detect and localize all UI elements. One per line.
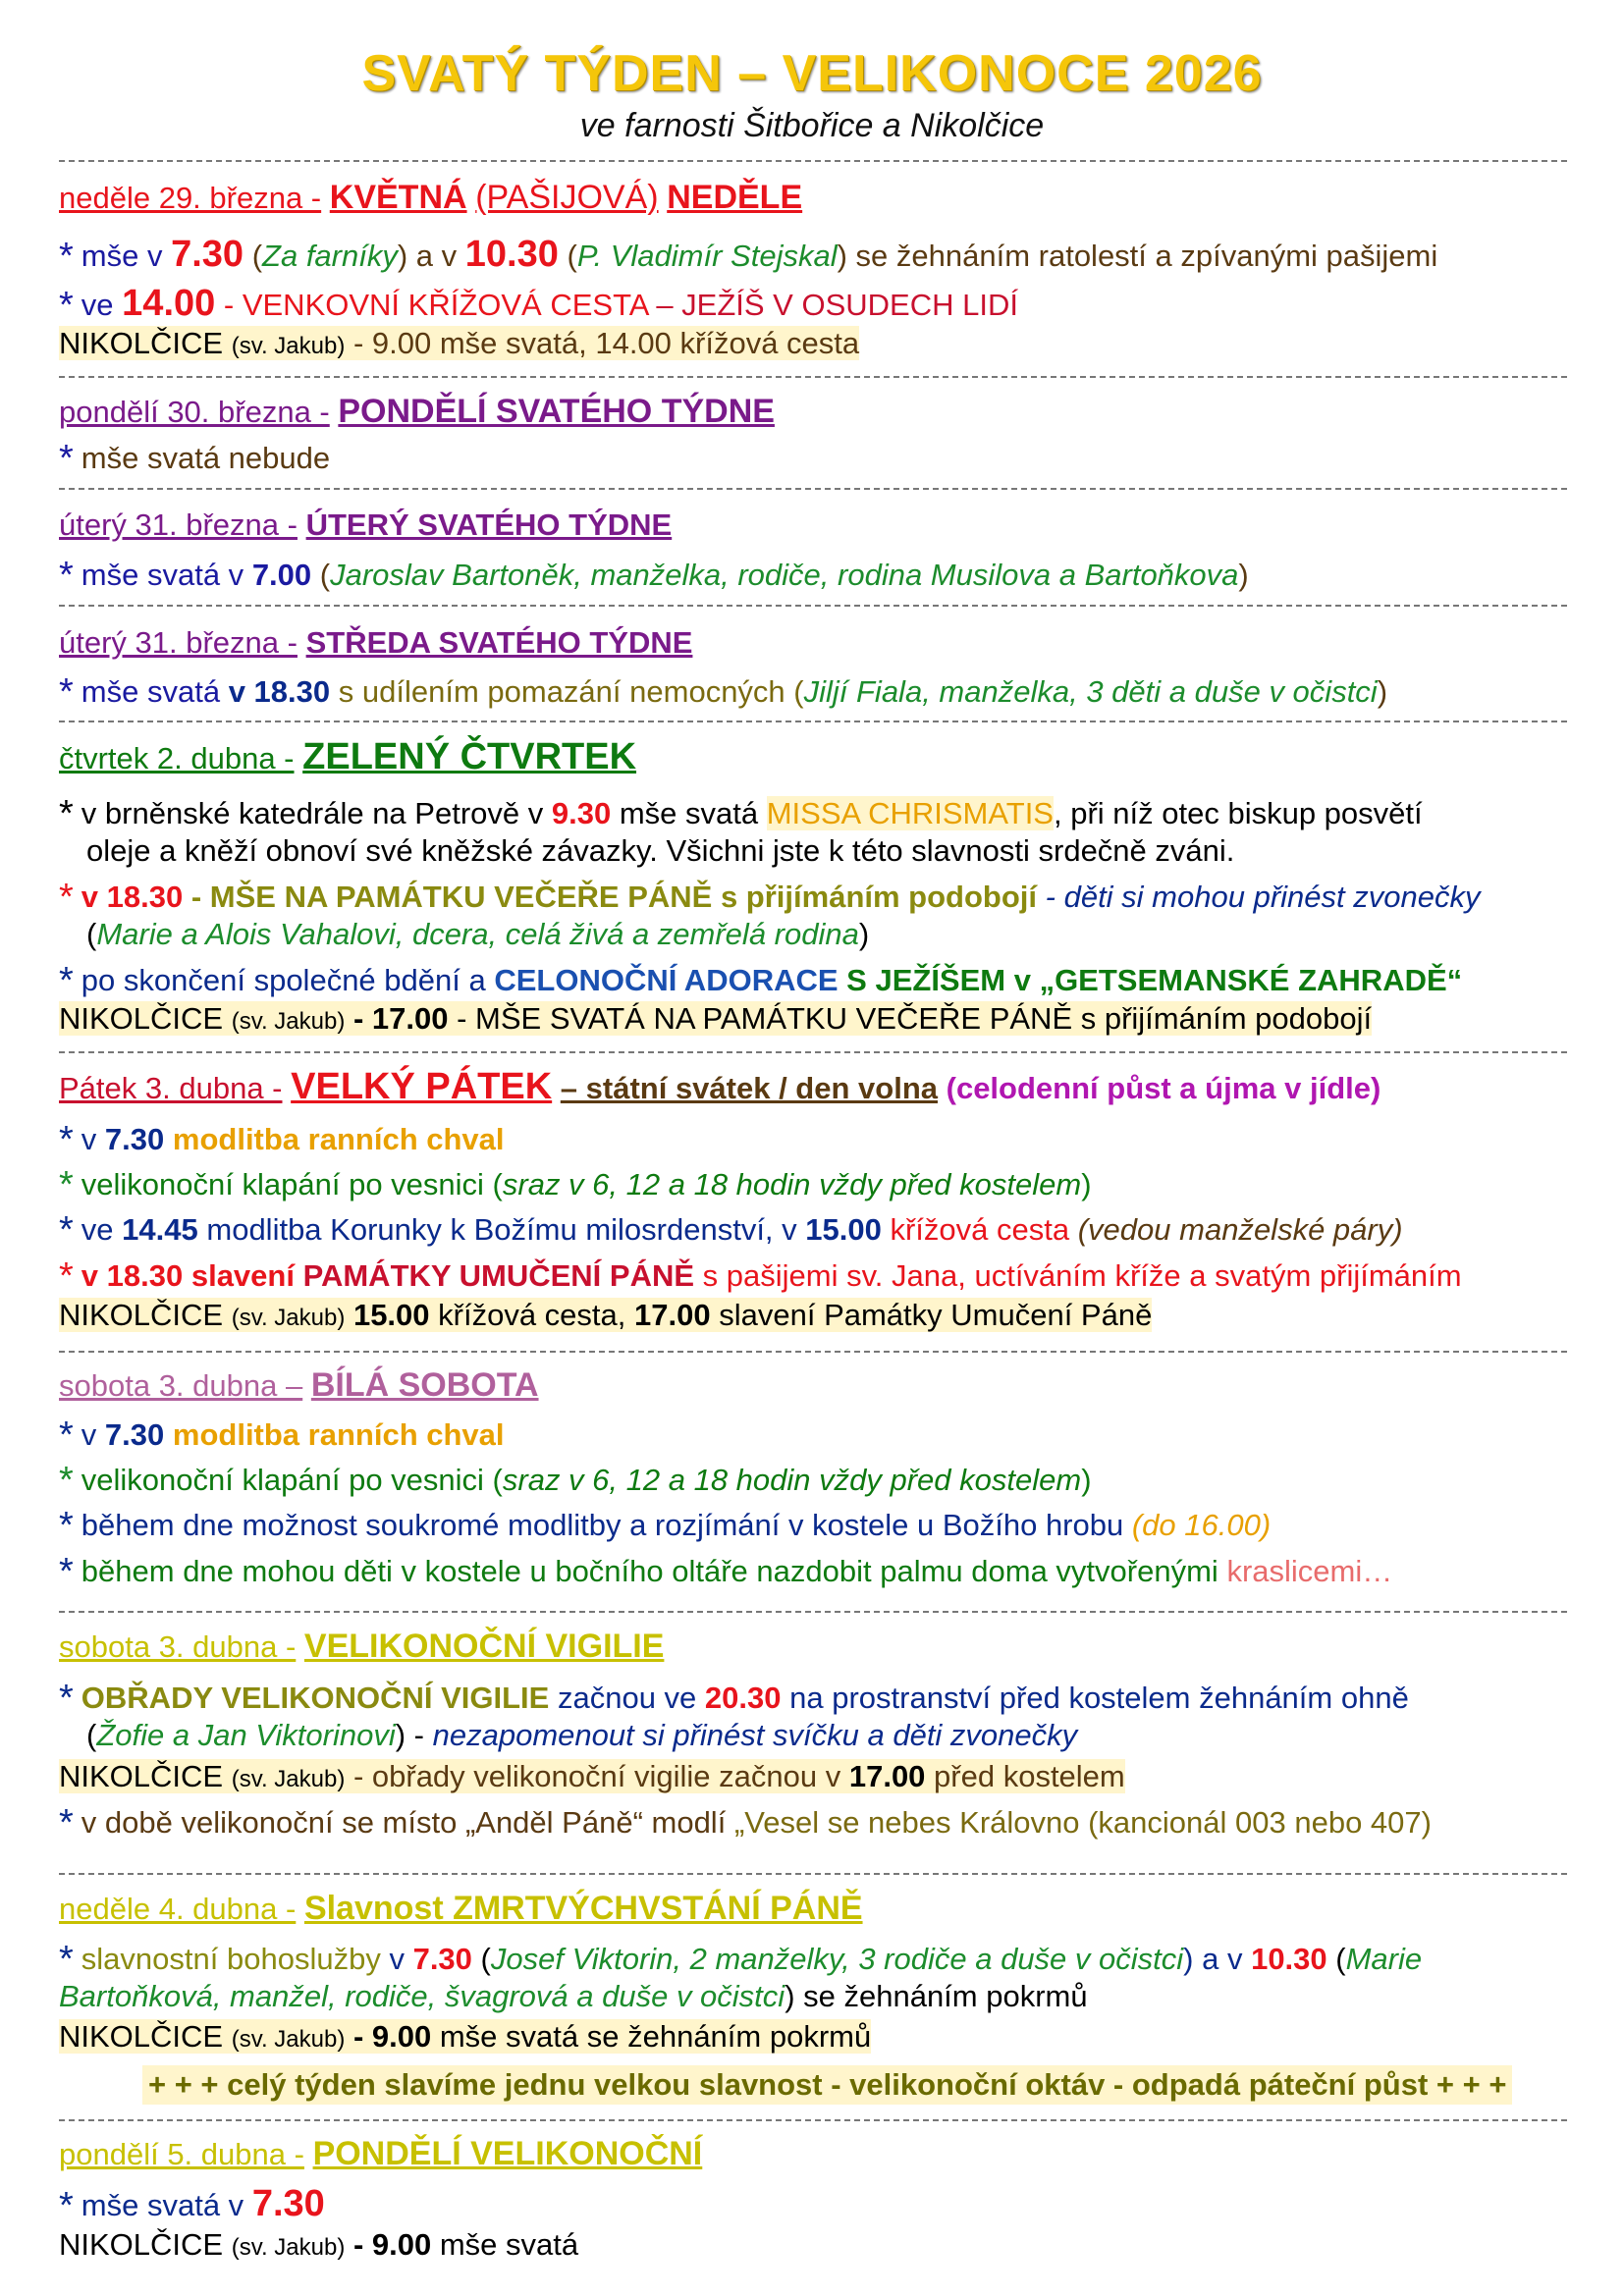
list-item: * po skončení společné bdění a CELONOČNÍ ADORACE S JEŽÍŠEM v „GETSEMANSKÉ ZAHRADĚ“	[59, 960, 1463, 1001]
asterisk-icon: *	[59, 1939, 74, 1980]
list-item: * mše svatá v 7.30	[59, 2183, 325, 2226]
divider	[59, 1611, 1567, 1613]
list-item: * velikonoční klapání po vesnici (sraz v 6, 12 a 18 hodin vždy před kostelem)	[59, 1164, 1092, 1205]
page-subtitle: ve farnosti Šitbořice a Nikolčice	[579, 107, 1045, 144]
asterisk-icon: *	[59, 236, 74, 277]
asterisk-icon: *	[59, 671, 74, 713]
list-item: * v 7.30 modlitba ranních chval	[59, 1415, 505, 1456]
divider	[59, 1873, 1567, 1875]
list-item-continuation: oleje a kněží obnoví své kněžské závazky. Všichni jste k této slavnosti srdečně zváni.	[86, 833, 1235, 868]
asterisk-icon: *	[59, 1678, 74, 1719]
section-heading-utery: úterý 31. března - ÚTERÝ SVATÉHO TÝDNE	[59, 507, 673, 542]
asterisk-icon: *	[59, 877, 74, 918]
list-item: * v 18.30 slavení PAMÁTKY UMUČENÍ PÁNĚ s pašijemi sv. Jana, uctíváním kříže a svatým přijímáním	[59, 1255, 1462, 1297]
list-item: * během dne mohou děti v kostele u bočního oltáře nazdobit palmu doma vytvořenými kraslicemi…	[59, 1551, 1393, 1592]
list-item: * v 18.30 - MŠE NA PAMÁTKU VEČEŘE PÁNĚ s přijímáním podobojí - děti si mohou přinést zvonečky	[59, 877, 1481, 918]
divider	[59, 376, 1567, 378]
asterisk-icon: *	[59, 438, 74, 479]
nikolcice-row: NIKOLČICE (sv. Jakub) - 9.00 mše svatá, 14.00 křížová cesta	[59, 326, 860, 360]
divider	[59, 488, 1567, 490]
asterisk-icon: *	[59, 555, 74, 596]
list-item: * v 7.30 modlitba ranních chval	[59, 1119, 505, 1160]
list-item: * mše v 7.30 (Za farníky) a v 10.30 (P. Vladimír Stejskal) se žehnáním ratolestí a zpívanými pašijemi	[59, 234, 1438, 277]
divider	[59, 1051, 1567, 1053]
asterisk-icon: *	[59, 1415, 74, 1456]
nikolcice-row: NIKOLČICE (sv. Jakub) - 17.00 - MŠE SVATÁ NA PAMÁTKU VEČEŘE PÁNĚ s přijímáním podobojí	[59, 1001, 1373, 1036]
list-item-continuation: (Marie a Alois Vahalovi, dcera, celá živá a zemřelá rodina)	[86, 917, 870, 951]
section-name-part: NEDĚLE	[667, 179, 803, 216]
list-item: * během dne možnost soukromé modlitby a rozjímání v kostele u Božího hrobu (do 16.00)	[59, 1505, 1272, 1546]
section-name: KVĚTNÁ	[329, 179, 467, 216]
section-heading-pondeli: pondělí 30. března - PONDĚLÍ SVATÉHO TÝDNE	[59, 393, 775, 430]
list-item: * mše svatá v 18.30 s udílením pomazání nemocných (Jiljí Fiala, manželka, 3 děti a duše v očistci)	[59, 671, 1388, 713]
divider	[59, 1351, 1567, 1353]
asterisk-icon: *	[59, 285, 74, 326]
list-item: * v době velikonoční se místo „Anděl Páně“ modlí „Vesel se nebes Královno (kancionál 003 nebo 407)	[59, 1802, 1432, 1843]
asterisk-icon: *	[59, 1802, 74, 1843]
asterisk-icon: *	[59, 1209, 74, 1251]
list-item: * OBŘADY VELIKONOČNÍ VIGILIE začnou ve 20.30 na prostranství před kostelem žehnáním ohně	[59, 1678, 1409, 1719]
section-heading-ctvrtek: čtvrtek 2. dubna - ZELENÝ ČTVRTEK	[59, 736, 637, 777]
nikolcice-row: NIKOLČICE (sv. Jakub) - 9.00 mše svatá	[59, 2227, 579, 2262]
divider	[59, 605, 1567, 607]
section-heading-sobota: sobota 3. dubna – BÍLÁ SOBOTA	[59, 1366, 539, 1404]
list-item: * slavnostní bohoslužby v 7.30 (Josef Viktorin, 2 manželky, 3 rodiče a duše v očistci) a v 10.30 (Marie	[59, 1939, 1423, 1980]
section-heading-kvetna	[59, 179, 802, 217]
section-heading-patek: Pátek 3. dubna - VELKÝ PÁTEK – státní svátek / den volna (celodenní půst a újma v jídle)	[59, 1066, 1381, 1107]
asterisk-icon: *	[59, 1255, 74, 1297]
asterisk-icon: *	[59, 1460, 74, 1501]
section-name-part: (PAŠIJOVÁ)	[475, 179, 659, 216]
nikolcice-row: NIKOLČICE (sv. Jakub) - obřady velikonoční vigilie začnou v 17.00 před kostelem	[59, 1759, 1125, 1793]
asterisk-icon: *	[59, 1551, 74, 1592]
list-item: * mše svatá v 7.00 (Jaroslav Bartoněk, manželka, rodiče, rodina Musilova a Bartoňkova)	[59, 555, 1249, 596]
asterisk-icon: *	[59, 1164, 74, 1205]
nikolcice-row: NIKOLČICE (sv. Jakub) - 9.00 mše svatá se žehnáním pokrmů	[59, 2019, 872, 2054]
page-title: SVATÝ TÝDEN – VELIKONOCE 2026	[361, 45, 1263, 102]
section-heading-vigilie: sobota 3. dubna - VELIKONOČNÍ VIGILIE	[59, 1628, 665, 1665]
divider	[59, 160, 1567, 162]
divider	[59, 721, 1567, 722]
section-date: neděle 29. března -	[59, 181, 322, 215]
list-item: * mše svatá nebude	[59, 438, 331, 479]
asterisk-icon: *	[59, 960, 74, 1001]
asterisk-icon: *	[59, 1119, 74, 1160]
list-item-continuation: Bartoňková, manžel, rodiče, švagrová a duše v očistci) se žehnáním pokrmů	[59, 1979, 1088, 2013]
asterisk-icon: *	[59, 793, 74, 834]
header	[0, 0, 1624, 147]
list-item: * v brněnské katedrále na Petrově v 9.30 mše svatá MISSA CHRISMATIS, při níž otec biskup posvětí	[59, 793, 1423, 834]
section-heading-pondeli5: pondělí 5. dubna - PONDĚLÍ VELIKONOČNÍ	[59, 2135, 703, 2172]
list-item: * velikonoční klapání po vesnici (sraz v 6, 12 a 18 hodin vždy před kostelem)	[59, 1460, 1092, 1501]
asterisk-icon: *	[59, 1505, 74, 1546]
list-item: * ve 14.45 modlitba Korunky k Božímu milosrdenství, v 15.00 křížová cesta (vedou manželské páry)	[59, 1209, 1403, 1251]
nikolcice-row: NIKOLČICE (sv. Jakub) 15.00 křížová cesta, 17.00 slavení Památky Umučení Páně	[59, 1298, 1153, 1332]
divider	[59, 2119, 1567, 2121]
section-heading-nedele: neděle 4. dubna - Slavnost ZMRTVÝCHVSTÁNÍ PÁNĚ	[59, 1890, 863, 1927]
asterisk-icon: *	[59, 2185, 74, 2226]
list-item: * ve 14.00 - VENKOVNÍ KŘÍŽOVÁ CESTA – JEŽÍŠ V OSUDECH LIDÍ	[59, 283, 1018, 326]
oktav-banner: + + + celý týden slavíme jednu velkou slavnost - velikonoční oktáv - odpadá páteční půst + + +	[142, 2065, 1512, 2105]
list-item-continuation: (Žofie a Jan Viktorinovi) - nezapomenout si přinést svíčku a děti zvonečky	[86, 1718, 1078, 1752]
section-heading-streda: úterý 31. března - STŘEDA SVATÉHO TÝDNE	[59, 625, 693, 660]
